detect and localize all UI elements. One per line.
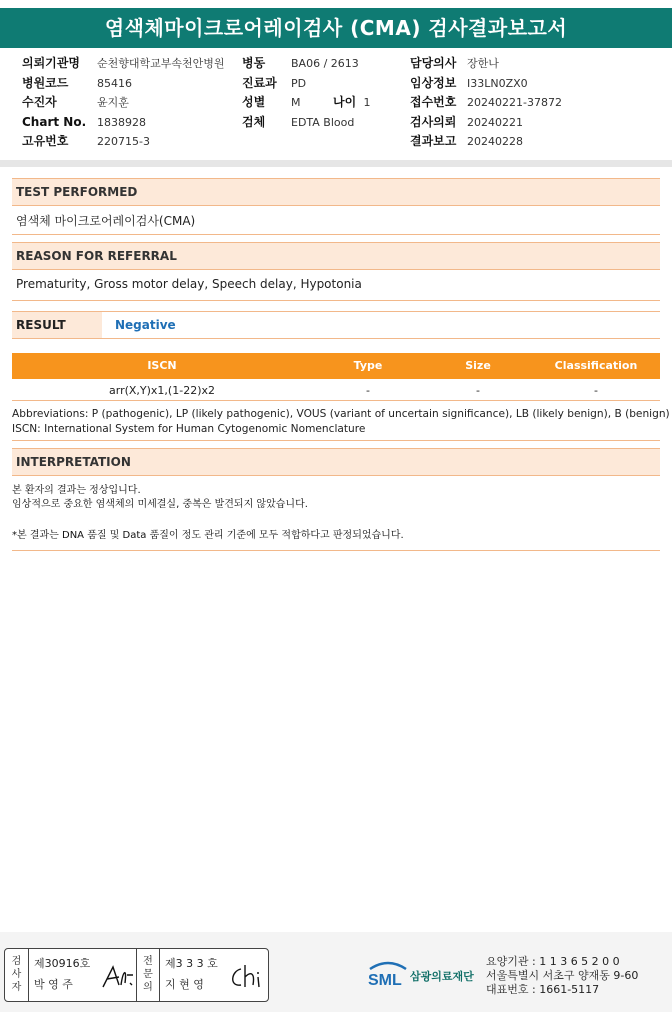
cell-size: - bbox=[476, 384, 480, 397]
divider bbox=[12, 234, 660, 235]
header-size: Size bbox=[465, 359, 491, 372]
label-sex: 성별 bbox=[242, 95, 266, 109]
abbreviations-line: Abbreviations: P (pathogenic), LP (likely pathogenic), VOUS (variant of uncertain significance), LB (likely benign), B (benign) bbox=[12, 408, 670, 420]
phone: 대표번호 : 1661-5117 bbox=[486, 983, 600, 996]
value-accession-no: 20240221-37872 bbox=[467, 96, 562, 109]
result-heading: RESULT bbox=[12, 311, 102, 339]
interpretation-line: 임상적으로 중요한 염색체의 미세결실, 중복은 발견되지 않았습니다. bbox=[12, 498, 308, 510]
label-hospital-code: 병원코드 bbox=[22, 75, 69, 90]
value-clinical-info: I33LN0ZX0 bbox=[467, 76, 528, 90]
label-patient: 수진자 bbox=[22, 95, 57, 109]
cell-type: - bbox=[366, 384, 370, 397]
label-accession-no: 접수번호 bbox=[410, 95, 457, 109]
label-physician: 담당의사 bbox=[410, 56, 457, 70]
header-divider bbox=[0, 160, 672, 167]
patient-col3-values bbox=[467, 54, 562, 152]
value-department: PD bbox=[291, 76, 307, 90]
reason-heading: REASON FOR REFERRAL bbox=[12, 242, 660, 270]
table-row bbox=[12, 381, 660, 401]
examiner-license: 제30916호 bbox=[34, 957, 91, 970]
specialist-license: 제3 3 3 호 bbox=[165, 957, 218, 970]
value-request-date: 20240221 bbox=[467, 115, 523, 129]
examiner-label-text: 검사자 bbox=[11, 956, 22, 993]
value-chart-no: 1838928 bbox=[97, 115, 146, 129]
org-name: 삼광의료재단 bbox=[410, 970, 474, 983]
cell-classification: - bbox=[594, 384, 598, 397]
divider bbox=[12, 440, 660, 441]
sml-logo bbox=[366, 955, 410, 995]
label-requesting-institution: 의뢰기관명 bbox=[22, 56, 80, 70]
address: 서울특별시 서초구 양재동 9-60 bbox=[486, 969, 639, 982]
value-physician: 장한나 bbox=[467, 57, 499, 70]
cell-iscn: arr(X,Y)x1,(1-22)x2 bbox=[109, 384, 215, 397]
contact-info bbox=[486, 955, 638, 997]
value-age: 1 bbox=[363, 96, 371, 109]
value-unique-id: 220715-3 bbox=[97, 135, 150, 148]
specialist-name: 지 현 영 bbox=[165, 978, 204, 991]
header-classification: Classification bbox=[554, 359, 638, 372]
institution-code: 요양기관 : 1 1 3 6 5 2 0 0 bbox=[486, 955, 620, 968]
patient-col1-labels bbox=[22, 54, 92, 152]
value-requesting-institution: 순천향대학교부속천안병원 bbox=[97, 57, 225, 70]
reason-value: Prematurity, Gross motor delay, Speech delay, Hypotonia bbox=[16, 277, 362, 291]
value-hospital-code: 85416 bbox=[97, 76, 132, 90]
report-title: 염색체마이크로어레이검사 (CMA) 검사결과보고서 bbox=[0, 8, 672, 48]
signature-box bbox=[4, 948, 269, 1002]
quality-note: *본 결과는 DNA 품질 및 Data 품질이 정도 관리 기준에 모두 적합하다고 판정되었습니다. bbox=[12, 530, 404, 541]
interpretation-line: 본 환자의 결과는 정상입니다. bbox=[12, 485, 141, 496]
specialist-signature bbox=[227, 961, 265, 991]
label-report-date: 결과보고 bbox=[410, 134, 457, 148]
divider bbox=[12, 300, 660, 301]
label-department: 진료과 bbox=[242, 75, 277, 90]
interpretation-heading: INTERPRETATION bbox=[12, 448, 660, 476]
label-chart-no: Chart No. bbox=[22, 114, 87, 129]
label-request-date: 검사의뢰 bbox=[410, 114, 457, 129]
result-table-header bbox=[12, 353, 660, 379]
divider bbox=[12, 550, 660, 551]
examiner-signature bbox=[99, 961, 135, 991]
examiner-name: 박 영 주 bbox=[34, 978, 73, 991]
value-specimen: EDTA Blood bbox=[291, 115, 355, 129]
logo-lettering: SML bbox=[368, 972, 402, 989]
patient-col3-labels bbox=[410, 54, 456, 152]
header-iscn: ISCN bbox=[147, 359, 177, 372]
examiner-label bbox=[5, 949, 29, 1001]
test-performed-heading: TEST PERFORMED bbox=[12, 178, 660, 206]
header-type: Type bbox=[353, 359, 383, 372]
patient-col2-labels bbox=[242, 54, 277, 132]
label-ward: 병동 bbox=[242, 56, 266, 70]
specialist-label-text: 전문의 bbox=[143, 956, 153, 993]
interpretation-text bbox=[12, 484, 308, 511]
label-clinical-info: 임상정보 bbox=[410, 75, 457, 90]
label-specimen: 검체 bbox=[242, 114, 266, 129]
specialist-label bbox=[136, 949, 160, 1001]
result-value: Negative bbox=[102, 311, 660, 339]
age-field bbox=[333, 93, 371, 113]
value-ward: BA06 / 2613 bbox=[291, 57, 359, 70]
value-report-date: 20240228 bbox=[467, 135, 523, 148]
label-age: 나이 bbox=[333, 95, 357, 109]
patient-col1-values bbox=[97, 54, 225, 152]
iscn-definition-line: ISCN: International System for Human Cytogenomic Nomenclature bbox=[12, 422, 366, 435]
value-sex: M bbox=[291, 96, 301, 109]
abbreviations bbox=[12, 407, 670, 436]
value-patient: 윤지훈 bbox=[97, 96, 129, 109]
label-unique-id: 고유번호 bbox=[22, 134, 69, 148]
test-performed-value: 염색체 마이크로어레이검사(CMA) bbox=[16, 214, 196, 228]
